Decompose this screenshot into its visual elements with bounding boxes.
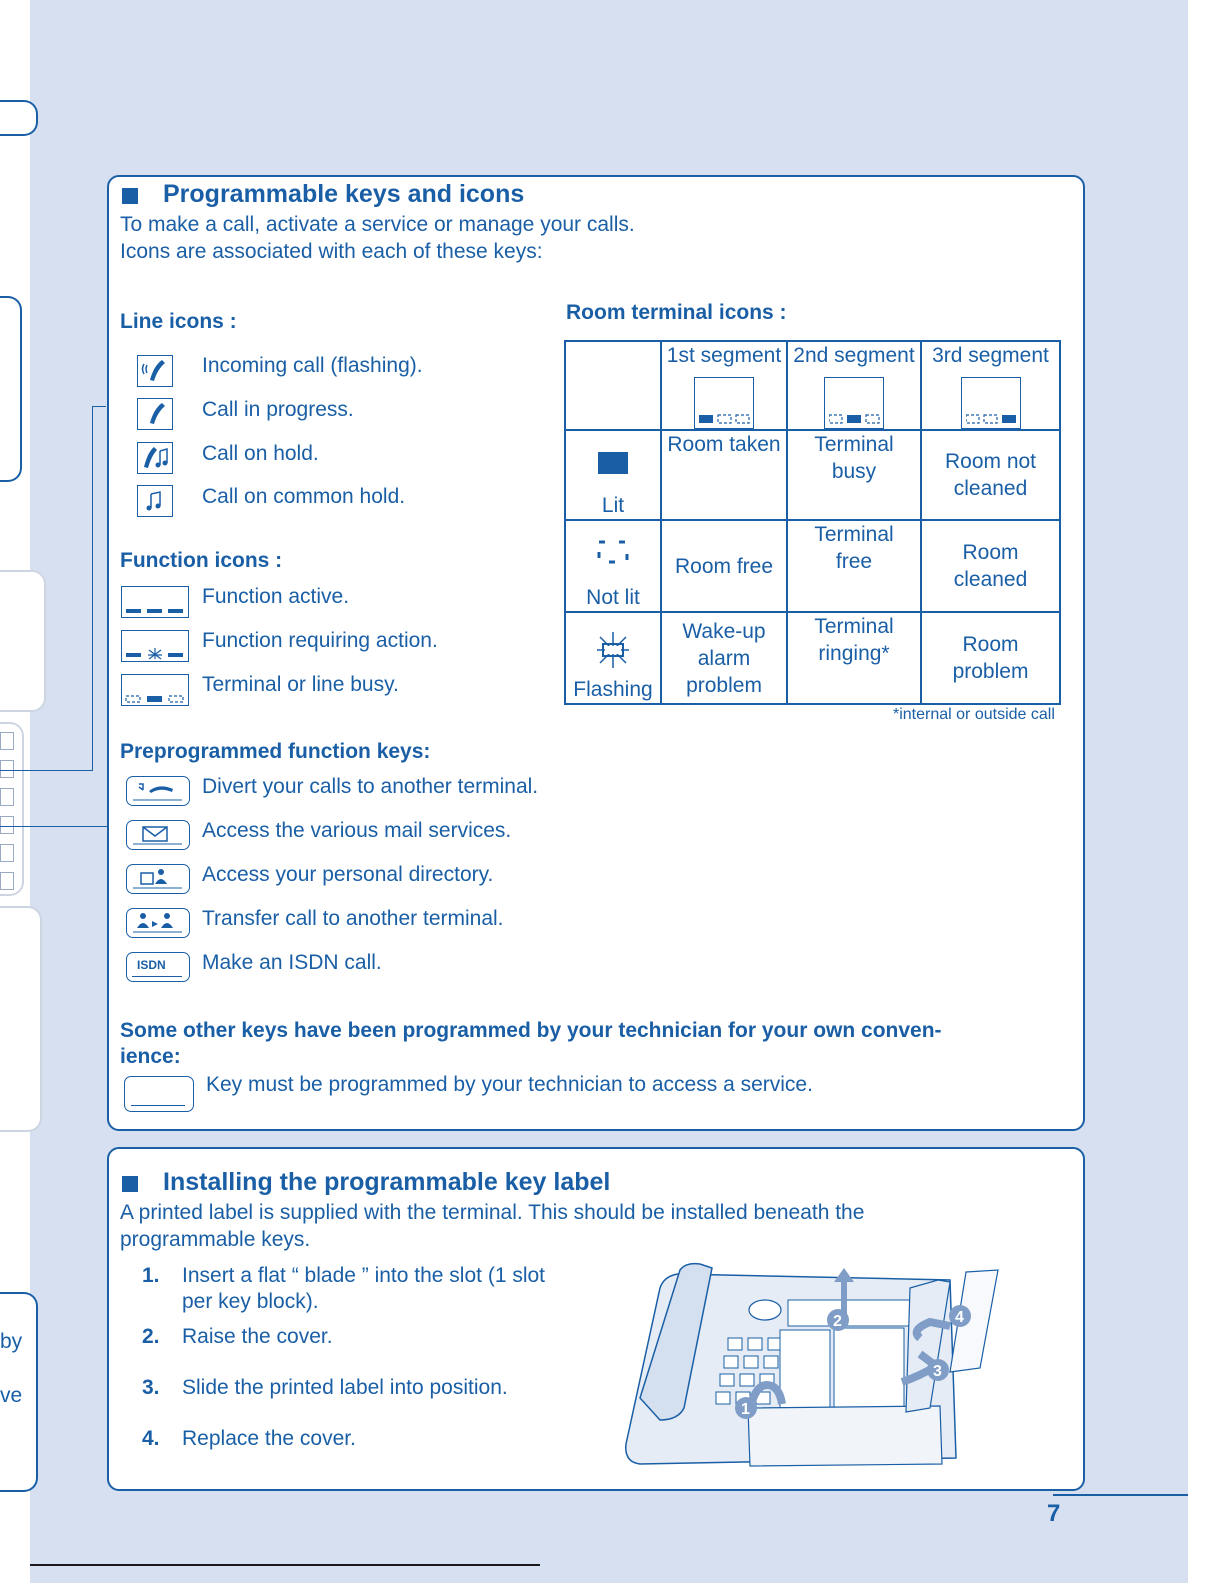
- phone-illustration: [620, 1258, 1010, 1470]
- step-text: Replace the cover.: [182, 1427, 356, 1450]
- right-margin: [1188, 0, 1220, 1583]
- intro-text: A printed label is supplied with the terminal. This should be installed beneath the: [120, 1201, 865, 1224]
- transfer-key-icon: [126, 908, 190, 938]
- other-keys-heading: Some other keys have been programmed by your technician for your own conven-: [120, 1019, 942, 1042]
- cell-text: Room taken: [667, 433, 781, 456]
- step-number: 1.: [142, 1264, 160, 1287]
- margin-text: by: [0, 1330, 23, 1353]
- table-cell: [661, 520, 787, 612]
- cell-text: Terminal: [814, 615, 894, 638]
- call-in-progress-icon: [137, 398, 173, 430]
- page-number-rule: [1053, 1494, 1188, 1496]
- function-active-icon: [121, 586, 189, 618]
- left-margin-key: [0, 844, 14, 862]
- table-cell: [661, 430, 787, 520]
- table-corner-cell: [565, 341, 661, 430]
- figure-marker: 3: [933, 1363, 942, 1380]
- cell-text: ringing*: [818, 642, 890, 665]
- row-label: Flashing: [573, 678, 653, 701]
- function-icon-label: Function active.: [202, 585, 350, 608]
- cell-text: Wake-up: [682, 619, 766, 643]
- cell-text: cleaned: [953, 568, 1028, 591]
- cell-text: Room: [962, 541, 1019, 564]
- segment-2-icon: [824, 377, 884, 429]
- intro-text: Icons are associated with each of these keys:: [120, 240, 543, 263]
- section-title: Installing the programmable key label: [163, 1168, 611, 1196]
- page-number: 7: [1047, 1500, 1061, 1527]
- left-margin-phone-fragment: [0, 906, 42, 1132]
- function-action-icon: [121, 630, 189, 662]
- directory-key-icon: [126, 864, 190, 894]
- room-terminal-table: [564, 340, 1061, 705]
- column-header-label: 2nd segment: [793, 344, 915, 367]
- not-lit-icon: [597, 540, 629, 564]
- column-header-label: 1st segment: [666, 344, 782, 367]
- left-margin-tab: [0, 296, 22, 482]
- figure-marker: 4: [955, 1309, 964, 1326]
- row-header-flashing: [565, 612, 661, 704]
- step-text: Insert a flat “ blade ” into the slot (1 slot: [182, 1264, 546, 1287]
- preprogrammed-heading: Preprogrammed function keys:: [120, 740, 431, 763]
- connector-line: [92, 406, 106, 407]
- column-header: [921, 341, 1060, 430]
- column-header: [661, 341, 787, 430]
- left-margin-key: [0, 788, 14, 806]
- row-header-lit: [565, 430, 661, 520]
- other-keys-text: Key must be programmed by your technician to access a service.: [206, 1073, 813, 1096]
- section-bullet: [122, 1176, 138, 1192]
- divert-key-icon: [126, 776, 190, 806]
- row-label: Lit: [601, 494, 625, 517]
- isdn-key-label: ISDN: [137, 958, 166, 972]
- figure-marker: 2: [833, 1313, 842, 1330]
- preprogrammed-label: Divert your calls to another terminal.: [202, 775, 539, 798]
- line-icon-label: Incoming call (flashing).: [202, 354, 423, 377]
- blank-key-icon: [124, 1076, 194, 1112]
- left-margin-tab: [0, 100, 38, 136]
- table-cell: [787, 430, 921, 520]
- connector-line: [0, 826, 108, 827]
- column-header: [787, 341, 921, 430]
- connector-line: [0, 770, 93, 771]
- cell-text: free: [835, 550, 873, 573]
- table-cell: [921, 612, 1060, 704]
- step-number: 3.: [142, 1376, 160, 1399]
- intro-text: To make a call, activate a service or manage your calls.: [120, 213, 635, 236]
- isdn-key-icon: [126, 952, 190, 982]
- cell-text: Terminal: [814, 523, 894, 546]
- cell-text: cleaned: [953, 477, 1028, 500]
- function-icon-label: Function requiring action.: [202, 629, 438, 652]
- terminal-busy-icon: [121, 674, 189, 706]
- preprogrammed-label: Make an ISDN call.: [202, 951, 382, 974]
- flashing-icon: [591, 628, 635, 672]
- line-icon-label: Call on common hold.: [202, 485, 406, 508]
- row-header-not-lit: [565, 520, 661, 612]
- table-cell: [787, 520, 921, 612]
- bottom-rule: [30, 1564, 540, 1566]
- cell-text: alarm: [697, 646, 751, 670]
- connector-line: [92, 406, 93, 770]
- line-icon-label: Call in progress.: [202, 398, 354, 421]
- segment-3-icon: [961, 377, 1021, 429]
- table-cell: [787, 612, 921, 704]
- segment-1-icon: [694, 377, 754, 429]
- table-cell: [921, 430, 1060, 520]
- cell-text: problem: [686, 673, 762, 697]
- call-on-hold-icon: [137, 442, 173, 474]
- section-title: Programmable keys and icons: [163, 180, 525, 208]
- incoming-call-icon: [137, 355, 173, 387]
- column-header-label: 3rd segment: [932, 344, 1049, 367]
- row-label: Not lit: [586, 586, 640, 609]
- left-margin-key: [0, 816, 14, 834]
- cell-text: busy: [831, 460, 877, 483]
- table-cell: [661, 612, 787, 704]
- mail-key-icon: [126, 820, 190, 850]
- line-icon-label: Call on hold.: [202, 442, 319, 465]
- step-text: Raise the cover.: [182, 1325, 333, 1348]
- cell-text: Terminal: [814, 433, 894, 456]
- preprogrammed-label: Access your personal directory.: [202, 863, 494, 886]
- cell-text: Room not: [944, 450, 1037, 473]
- left-margin-key: [0, 760, 14, 778]
- step-number: 2.: [142, 1325, 160, 1348]
- function-icons-heading: Function icons :: [120, 549, 283, 572]
- step-number: 4.: [142, 1427, 160, 1450]
- preprogrammed-label: Access the various mail services.: [202, 819, 512, 842]
- figure-marker: 1: [741, 1401, 750, 1418]
- room-terminal-heading: Room terminal icons :: [566, 301, 787, 324]
- other-keys-heading: ience:: [120, 1045, 181, 1068]
- left-margin-key: [0, 732, 14, 750]
- step-text: Slide the printed label into position.: [182, 1376, 508, 1399]
- section-bullet: [122, 188, 138, 204]
- margin-text: ve: [0, 1384, 23, 1407]
- left-margin-phone-fragment: [0, 570, 46, 712]
- table-cell: [921, 520, 1060, 612]
- step-text: per key block).: [182, 1290, 319, 1313]
- left-margin-key: [0, 872, 14, 890]
- cell-text: Room: [962, 633, 1019, 656]
- intro-text: programmable keys.: [120, 1228, 311, 1251]
- cell-text: problem: [952, 660, 1029, 683]
- preprogrammed-label: Transfer call to another terminal.: [202, 907, 504, 930]
- cell-text: Room free: [674, 554, 774, 578]
- function-icon-label: Terminal or line busy.: [202, 673, 399, 696]
- common-hold-icon: [137, 485, 173, 517]
- line-icons-heading: Line icons :: [120, 310, 237, 333]
- lit-icon: [598, 452, 628, 474]
- table-footnote: *internal or outside call: [893, 706, 1055, 723]
